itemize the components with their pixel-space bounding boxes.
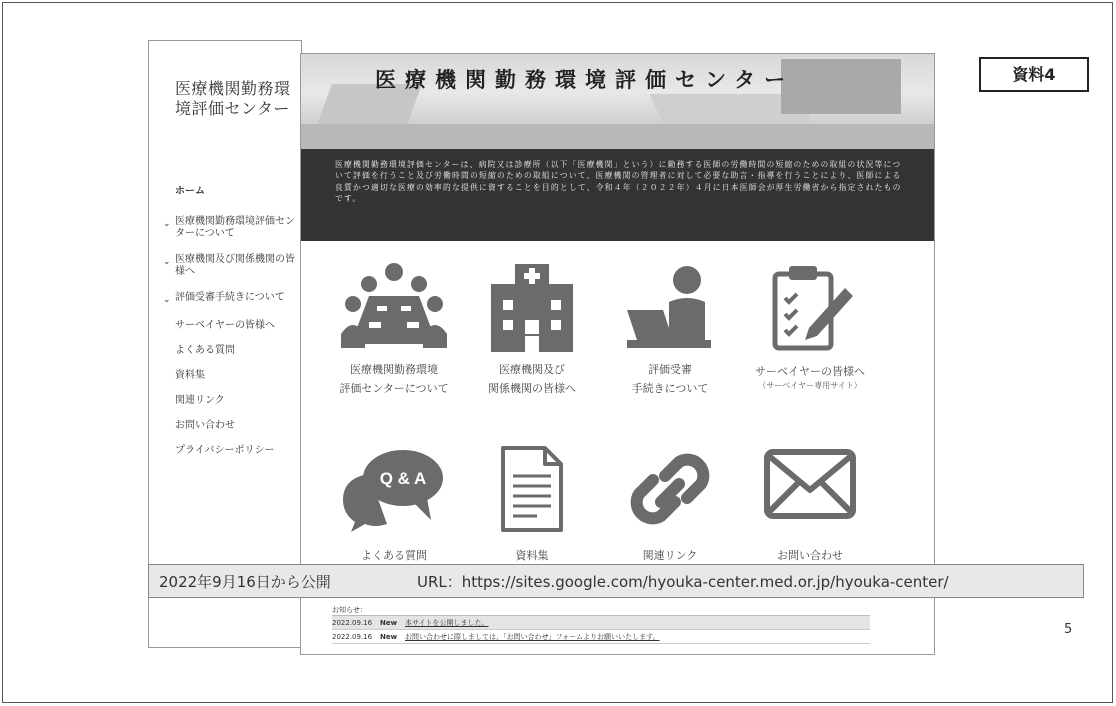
chevron-down-icon[interactable]: ⌄ [163,219,171,229]
tile-label: 評価センターについて [339,382,449,395]
sidebar-item-faq[interactable] [149,345,303,357]
hero-banner [301,54,935,149]
sidebar-item-label: プライバシーポリシー [175,445,275,456]
clipboard-pen-icon [755,262,865,352]
page-number: 5 [1064,622,1073,637]
chevron-down-icon[interactable]: ⌄ [163,295,171,305]
tile-links[interactable] [595,446,745,565]
tile-institutions[interactable] [457,262,607,398]
tile-label: よくある質問 [361,549,427,562]
site-title[interactable]: 医療機関勤務環境評価センター [175,79,291,118]
tile-label: 医療機関及び [499,363,565,376]
tile-surveyors[interactable] [735,262,885,391]
sidebar-item-label: ホーム [175,186,205,197]
sidebar-item-label: 評価受審手続きについて [175,292,285,303]
sidebar-item-surveyors[interactable] [149,320,303,332]
site-url[interactable]: URL：https://sites.google.com/hyouka-center.med.or.jp/hyouka-center/ [417,572,949,591]
news-header: お知らせ： [332,603,870,616]
tile-center-about[interactable] [319,262,469,398]
tile-label: 手続きについて [631,382,709,395]
link-icon [615,446,725,532]
tile-label: 関係機関の皆様へ [488,382,576,395]
hospital-icon [477,262,587,352]
tile-label: お問い合わせ [777,549,843,562]
news-section [332,603,870,644]
sidebar-item-label: お問い合わせ [175,420,235,431]
laptop-user-icon [615,262,725,352]
news-row [332,616,870,630]
qa-bubble-icon [339,446,449,532]
tile-label: サーベイヤーの皆様へ [755,365,865,378]
meeting-icon [339,262,449,352]
sidebar [148,40,302,648]
tile-materials[interactable] [457,446,607,565]
hero-title: 医療機関勤務環境評価センター [375,68,795,92]
news-new-badge: New [380,618,398,627]
sidebar-item-home[interactable] [149,186,303,198]
sidebar-item-procedures[interactable] [149,292,303,306]
tile-contact[interactable] [735,446,885,565]
sidebar-item-label: よくある質問 [175,345,235,356]
tile-label: 評価受審 [648,363,692,376]
sidebar-item-center-about[interactable] [149,216,303,240]
news-link[interactable]: 本サイトを公開しました。 [405,618,489,627]
sidebar-item-label: 医療機関及び関係機関の皆様へ [175,254,295,277]
envelope-icon [755,446,865,532]
document-label: 資料4 [979,57,1089,92]
intro-text: 医療機関勤務環境評価センターは、病院又は診療所（以下「医療機関」という）に勤務する医師の労働時間の短縮のための取組の状況等について評価を行うこと及び労働時間の短縮のための取組について、医療機関の管理者に対して必要な助言・指導を行うことにより、医師による良質かつ適切な医療の効率的な提供に資することを目的として、令和４年（２０２２年）４月に日本医師会が厚生労働省から指定されたものです。 [301,149,935,241]
hero-decoration [781,59,901,114]
sidebar-item-contact[interactable] [149,420,303,432]
sidebar-item-label: 関連リンク [175,395,225,406]
sidebar-item-institutions[interactable] [149,254,303,278]
publish-date: 2022年9月16日から公開 [159,572,331,591]
sidebar-nav [149,186,303,470]
sidebar-item-links[interactable] [149,395,303,407]
tile-procedures[interactable] [595,262,745,398]
news-new-badge: New [380,632,398,641]
url-info-bar [148,564,1084,598]
qa-badge-text: Q & A [379,469,427,488]
sidebar-item-materials[interactable] [149,370,303,382]
news-date: 2022.09.16 [332,618,373,627]
news-link[interactable]: お問い合わせに際しましては、「お問い合わせ」フォームよりお願いいたします。 [405,632,660,641]
tile-label: 資料集 [515,549,549,562]
chevron-down-icon[interactable]: ⌄ [163,257,171,267]
tile-faq[interactable] [319,446,469,565]
document-icon [477,446,587,532]
sidebar-item-privacy[interactable] [149,445,303,457]
tile-label: 関連リンク [642,549,698,562]
sidebar-item-label: 資料集 [175,370,205,381]
sidebar-item-label: 医療機関勤務環境評価センターについて [175,216,295,239]
tile-sublabel: （サーベイヤー専用サイト） [758,381,862,390]
sidebar-item-label: サーベイヤーの皆様へ [175,320,275,331]
hero-decoration [301,124,935,149]
tile-label: 医療機関勤務環境 [350,363,438,376]
news-date: 2022.09.16 [332,632,373,641]
news-row [332,630,870,644]
